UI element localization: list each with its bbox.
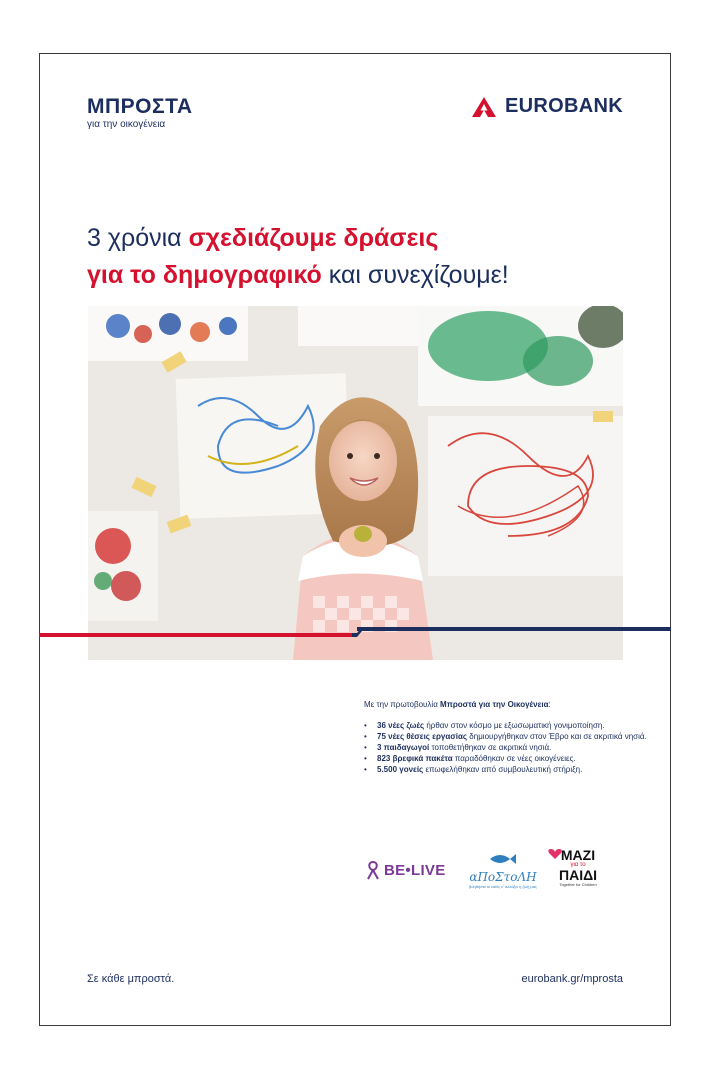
list-item [377,765,654,776]
headline-part4: και συνεχίζουμε! [321,261,509,289]
headline-part1: 3 χρόνια [87,224,189,252]
item-text: επωφελήθηκαν από συμβουλευτική στήριξη. [423,764,583,774]
item-bold: 5.500 γονείς [377,764,424,774]
mazi-small: για το [570,862,586,868]
fish-icon [488,853,518,865]
belive-text: BE•LIVE [384,861,446,879]
apostoli-text: αΠοΣτοΛΗ [469,870,537,884]
list-item [377,743,654,754]
mprosta-logo-subtitle: για την οικογένεια [87,119,166,130]
intro-bold: Μπροστά για την Οικογένεια [440,700,549,709]
stripe-join [352,627,362,637]
red-stripe [39,633,357,637]
headline [87,220,647,294]
mazi-line1: ΜΑΖΙ [560,847,596,863]
child-photo [88,306,623,660]
initiative-summary [364,700,654,776]
list-item [377,732,654,743]
item-bold: 823 βρεφικά πακέτα [377,753,453,763]
item-bold: 36 νέες ζωές [377,720,425,730]
apostoli-logo [463,852,543,889]
belive-ribbon-icon [365,860,381,880]
list-item [377,754,654,765]
footer-url[interactable]: eurobank.gr/mprosta [521,973,623,985]
eurobank-name: EUROBANK [505,95,623,117]
apostoli-tagline: βοηθήστε κι εσείς ν' αλλάξει η ζωή μας [469,884,537,889]
intro-suffix: : [548,700,551,709]
mazi-line2: ΠΑΙΔΙ [558,867,598,883]
item-text: τοποθετήθηκαν σε ακριτικά νησιά. [429,742,552,752]
headline-highlight-1: σχεδιάζουμε δράσεις [188,224,439,252]
belive-logo [365,860,446,880]
item-bold: 75 νέες θέσεις εργασίας [377,731,468,741]
item-bold: 3 παιδαγωγοί [377,742,430,752]
intro-prefix: Με την πρωτοβουλία [364,700,441,709]
navy-stripe [357,627,671,631]
eurobank-logo [471,95,623,118]
item-text: παραδόθηκαν σε νέες οικογένειες. [452,753,576,763]
mprosta-logo-title: ΜΠΡΟΣΤΑ [87,95,193,118]
eurobank-mark-icon [471,96,497,118]
achievements-list [364,721,654,776]
list-item [377,721,654,732]
headline-highlight-2: για το δημογραφικό [87,261,322,289]
item-text: ήρθαν στον κόσμο με εξωσωματική γονιμοποίηση. [424,720,605,730]
mazi-tagline: Together for Children [559,882,597,887]
mprosta-logo [87,96,193,130]
mazi-logo [548,848,608,887]
heart-icon [548,848,562,860]
item-text: δημιουργήθηκαν στον Έβρο και σε ακριτικά νησιά. [467,731,647,741]
initiative-intro [364,700,654,711]
footer-slogan: Σε κάθε μπροστά. [87,973,175,985]
